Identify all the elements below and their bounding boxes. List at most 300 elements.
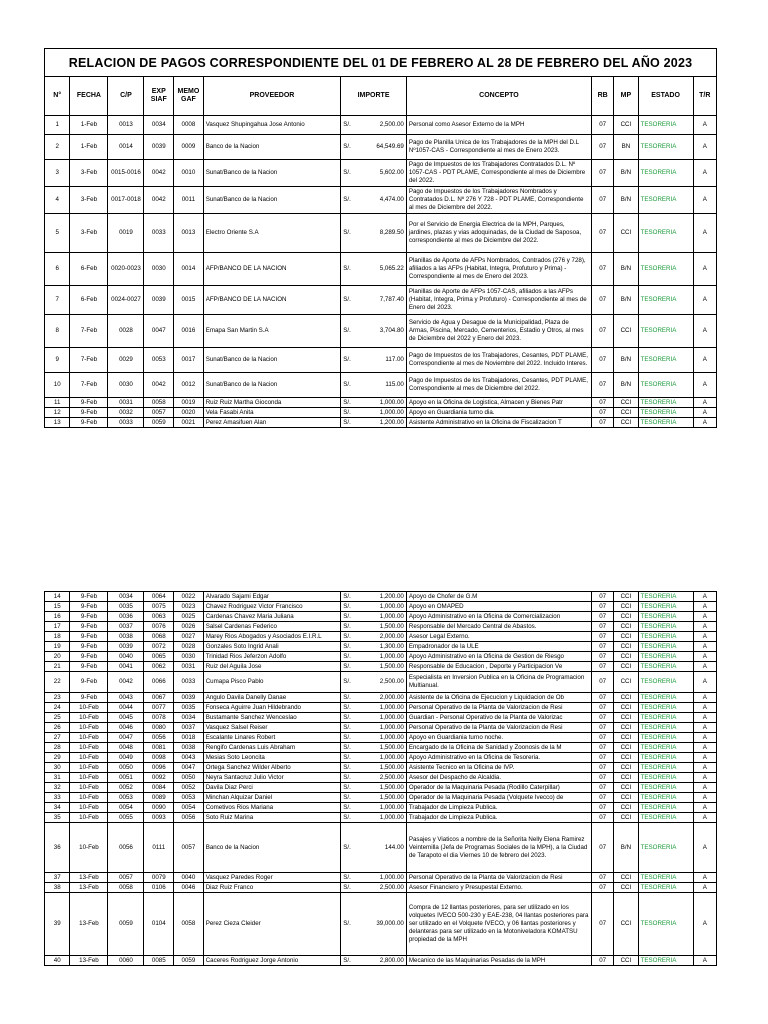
cell-estado: TESORERIA: [638, 803, 693, 813]
cell-currency: S/.: [341, 135, 362, 160]
col-header-exp-siaf: EXP SIAF: [144, 77, 174, 116]
cell-estado: TESORERIA: [638, 893, 693, 956]
cell-estado: TESORERIA: [638, 672, 693, 693]
cell-fecha: 10-Feb: [70, 803, 108, 813]
cell-memo-gaf: 0026: [174, 622, 204, 632]
cell-exp-siaf: 0063: [144, 612, 174, 622]
cell-tr: A: [693, 116, 716, 135]
cell-memo-gaf: 0014: [174, 253, 204, 286]
cell-mp: CCI: [614, 642, 638, 652]
cell-number: 37: [45, 873, 70, 883]
cell-fecha: 9-Feb: [70, 632, 108, 642]
col-header-memo-gaf: MEMO GAF: [174, 77, 204, 116]
cell-mp: B/N: [614, 187, 638, 214]
cell-fecha: 10-Feb: [70, 783, 108, 793]
cell-number: 14: [45, 592, 70, 602]
cell-importe: 1,200.00: [362, 418, 406, 428]
table-row: [45, 743, 717, 753]
col-header-cp: C/P: [108, 77, 144, 116]
table-row: [45, 823, 717, 873]
cell-currency: S/.: [341, 348, 362, 373]
cell-memo-gaf: 0021: [174, 418, 204, 428]
cell-exp-siaf: 0076: [144, 622, 174, 632]
cell-mp: CCI: [614, 315, 638, 348]
cell-fecha: 9-Feb: [70, 612, 108, 622]
table-row: [45, 883, 717, 893]
cell-estado: TESORERIA: [638, 743, 693, 753]
cell-number: 20: [45, 652, 70, 662]
cell-tr: A: [693, 803, 716, 813]
cell-mp: CCI: [614, 116, 638, 135]
cell-tr: A: [693, 733, 716, 743]
cell-mp: CCI: [614, 773, 638, 783]
cell-rb: 07: [592, 348, 614, 373]
cell-rb: 07: [592, 315, 614, 348]
cell-exp-siaf: 0033: [144, 214, 174, 253]
cell-cp: 0043: [108, 693, 144, 703]
table-row: [45, 873, 717, 883]
cell-tr: A: [693, 373, 716, 398]
cell-memo-gaf: 0025: [174, 612, 204, 622]
cell-rb: 07: [592, 253, 614, 286]
cell-fecha: 13-Feb: [70, 893, 108, 956]
cell-tr: A: [693, 286, 716, 315]
cell-proveedor: AFP/BANCO DE LA NACION: [203, 286, 341, 315]
cell-tr: A: [693, 652, 716, 662]
cell-concepto: Personal Operativo de la Planta de Valorizacion de Resi: [406, 873, 591, 883]
cell-proveedor: Rengifo Cardenas Luis Abraham: [203, 743, 341, 753]
cell-rb: 07: [592, 803, 614, 813]
cell-currency: S/.: [341, 652, 362, 662]
cell-estado: TESORERIA: [638, 160, 693, 187]
cell-currency: S/.: [341, 893, 362, 956]
cell-concepto: Apoyo en la Oficina de Logistica, Almacen y Bienes Patr: [406, 398, 591, 408]
cell-currency: S/.: [341, 763, 362, 773]
cell-estado: TESORERIA: [638, 408, 693, 418]
cell-importe: 144.00: [362, 823, 406, 873]
cell-rb: 07: [592, 187, 614, 214]
cell-currency: S/.: [341, 813, 362, 823]
cell-currency: S/.: [341, 160, 362, 187]
table-row: [45, 286, 717, 315]
cell-exp-siaf: 0053: [144, 348, 174, 373]
cell-concepto: Trabajador de Limpieza Publica.: [406, 813, 591, 823]
table-row: [45, 652, 717, 662]
cell-mp: B/N: [614, 373, 638, 398]
cell-tr: A: [693, 823, 716, 873]
cell-mp: CCI: [614, 693, 638, 703]
cell-exp-siaf: 0062: [144, 662, 174, 672]
cell-tr: A: [693, 893, 716, 956]
cell-number: 13: [45, 418, 70, 428]
cell-fecha: 10-Feb: [70, 823, 108, 873]
cell-cp: 0054: [108, 803, 144, 813]
cell-memo-gaf: 0053: [174, 793, 204, 803]
cell-fecha: 7-Feb: [70, 315, 108, 348]
cell-tr: A: [693, 418, 716, 428]
table-row: [45, 214, 717, 253]
cell-currency: S/.: [341, 418, 362, 428]
cell-exp-siaf: 0096: [144, 763, 174, 773]
cell-fecha: 3-Feb: [70, 160, 108, 187]
cell-currency: S/.: [341, 793, 362, 803]
cell-importe: 1,000.00: [362, 753, 406, 763]
cell-exp-siaf: 0047: [144, 315, 174, 348]
cell-tr: A: [693, 253, 716, 286]
cell-number: 34: [45, 803, 70, 813]
cell-cp: 0047: [108, 733, 144, 743]
cell-importe: 5,602.00: [362, 160, 406, 187]
cell-exp-siaf: 0030: [144, 253, 174, 286]
cell-currency: S/.: [341, 773, 362, 783]
cell-rb: 07: [592, 214, 614, 253]
cell-tr: A: [693, 642, 716, 652]
col-header-proveedor: PROVEEDOR: [203, 77, 341, 116]
cell-rb: 07: [592, 713, 614, 723]
table-row: [45, 398, 717, 408]
cell-fecha: 6-Feb: [70, 253, 108, 286]
cell-exp-siaf: 0075: [144, 602, 174, 612]
cell-memo-gaf: 0057: [174, 823, 204, 873]
cell-memo-gaf: 0010: [174, 160, 204, 187]
cell-importe: 1,000.00: [362, 803, 406, 813]
cell-mp: CCI: [614, 398, 638, 408]
cell-currency: S/.: [341, 883, 362, 893]
cell-memo-gaf: 0059: [174, 956, 204, 966]
cell-mp: CCI: [614, 662, 638, 672]
cell-fecha: 7-Feb: [70, 373, 108, 398]
cell-proveedor: Chavez Rodriguez Victor Francisco: [203, 602, 341, 612]
table-row: [45, 135, 717, 160]
cell-memo-gaf: 0012: [174, 373, 204, 398]
cell-tr: A: [693, 743, 716, 753]
cell-cp: 0017-0018: [108, 187, 144, 214]
cell-cp: 0038: [108, 632, 144, 642]
cell-exp-siaf: 0104: [144, 893, 174, 956]
cell-concepto: Planillas de Aporte de AFPs 1057-CAS, afiliados a las AFPs (Habitat, Integra, Prima y Profuturo) - Correspondiente al mes de Enero del 2023.: [406, 286, 591, 315]
cell-memo-gaf: 0039: [174, 693, 204, 703]
cell-exp-siaf: 0081: [144, 743, 174, 753]
cell-importe: 115.00: [362, 373, 406, 398]
cell-tr: A: [693, 753, 716, 763]
cell-concepto: Pago de Impuestos de los Trabajadores, Cesantes, PDT PLAME, Correspondiente al mes de Diciembre del 2022.: [406, 373, 591, 398]
cell-concepto: Operador de la Maquinaria Pesada (Volquete Ivecco) de: [406, 793, 591, 803]
cell-memo-gaf: 0050: [174, 773, 204, 783]
cell-cp: 0019: [108, 214, 144, 253]
cell-memo-gaf: 0015: [174, 286, 204, 315]
cell-currency: S/.: [341, 592, 362, 602]
cell-proveedor: Emapa San Martin S.A: [203, 315, 341, 348]
cell-fecha: 3-Feb: [70, 187, 108, 214]
cell-proveedor: Escalante Linares Robert: [203, 733, 341, 743]
table-row: [45, 612, 717, 622]
cell-exp-siaf: 0066: [144, 672, 174, 693]
cell-proveedor: Diaz Ruiz Franco: [203, 883, 341, 893]
cell-exp-siaf: 0106: [144, 883, 174, 893]
cell-estado: TESORERIA: [638, 622, 693, 632]
cell-currency: S/.: [341, 315, 362, 348]
cell-mp: CCI: [614, 743, 638, 753]
cell-cp: 0052: [108, 783, 144, 793]
cell-proveedor: Sunat/Banco de la Nacion: [203, 160, 341, 187]
cell-currency: S/.: [341, 713, 362, 723]
cell-concepto: Mecanico de las Maquinarias Pesadas de la MPH: [406, 956, 591, 966]
cell-fecha: 10-Feb: [70, 753, 108, 763]
cell-mp: CCI: [614, 672, 638, 693]
cell-tr: A: [693, 592, 716, 602]
cell-currency: S/.: [341, 622, 362, 632]
cell-exp-siaf: 0093: [144, 813, 174, 823]
cell-mp: CCI: [614, 632, 638, 642]
table-row: [45, 408, 717, 418]
cell-rb: 07: [592, 956, 614, 966]
cell-tr: A: [693, 602, 716, 612]
cell-mp: CCI: [614, 883, 638, 893]
table-row: [45, 773, 717, 783]
cell-fecha: 9-Feb: [70, 408, 108, 418]
cell-cp: 0030: [108, 373, 144, 398]
cell-fecha: 3-Feb: [70, 214, 108, 253]
cell-importe: 64,549.69: [362, 135, 406, 160]
cell-memo-gaf: 0058: [174, 893, 204, 956]
cell-estado: TESORERIA: [638, 135, 693, 160]
cell-estado: TESORERIA: [638, 813, 693, 823]
table-row: [45, 703, 717, 713]
cell-fecha: 9-Feb: [70, 662, 108, 672]
cell-fecha: 9-Feb: [70, 418, 108, 428]
cell-tr: A: [693, 793, 716, 803]
cell-currency: S/.: [341, 753, 362, 763]
cell-proveedor: Neyra Santacruz Julio Victor: [203, 773, 341, 783]
cell-number: 24: [45, 703, 70, 713]
cell-currency: S/.: [341, 743, 362, 753]
cell-exp-siaf: 0042: [144, 160, 174, 187]
cell-tr: A: [693, 348, 716, 373]
cell-number: 12: [45, 408, 70, 418]
cell-proveedor: Vela Fasabi Anita: [203, 408, 341, 418]
cell-proveedor: Fonseca Aguirre Juan Hildebrando: [203, 703, 341, 713]
cell-exp-siaf: 0059: [144, 418, 174, 428]
cell-fecha: 9-Feb: [70, 672, 108, 693]
cell-cp: 0034: [108, 592, 144, 602]
cell-estado: TESORERIA: [638, 783, 693, 793]
cell-number: 15: [45, 602, 70, 612]
cell-concepto: Apoyo Administrativo en la Oficina de Tesoreria.: [406, 753, 591, 763]
cell-fecha: 13-Feb: [70, 873, 108, 883]
cell-concepto: Pago de Impuestos de los Trabajadores, Cesantes, PDT PLAME, Correspondiente al mes de Noviembre del 2022. Incluido Interes.: [406, 348, 591, 373]
cell-number: 29: [45, 753, 70, 763]
cell-number: 35: [45, 813, 70, 823]
cell-number: 18: [45, 632, 70, 642]
cell-memo-gaf: 0019: [174, 398, 204, 408]
cell-mp: CCI: [614, 602, 638, 612]
cell-cp: 0058: [108, 883, 144, 893]
cell-mp: CCI: [614, 214, 638, 253]
cell-currency: S/.: [341, 253, 362, 286]
cell-tr: A: [693, 813, 716, 823]
cell-fecha: 10-Feb: [70, 743, 108, 753]
cell-fecha: 9-Feb: [70, 592, 108, 602]
cell-rb: 07: [592, 773, 614, 783]
table-row: [45, 662, 717, 672]
cell-exp-siaf: 0034: [144, 116, 174, 135]
cell-exp-siaf: 0039: [144, 135, 174, 160]
cell-importe: 1,000.00: [362, 813, 406, 823]
cell-currency: S/.: [341, 408, 362, 418]
cell-mp: CCI: [614, 753, 638, 763]
cell-tr: A: [693, 187, 716, 214]
col-header-importe: IMPORTE: [341, 77, 407, 116]
cell-rb: 07: [592, 116, 614, 135]
cell-importe: 5,065.22: [362, 253, 406, 286]
cell-mp: B/N: [614, 823, 638, 873]
cell-exp-siaf: 0080: [144, 723, 174, 733]
cell-rb: 07: [592, 723, 614, 733]
cell-cp: 0039: [108, 642, 144, 652]
cell-tr: A: [693, 873, 716, 883]
cell-cp: 0057: [108, 873, 144, 883]
cell-proveedor: Cometivos Rios Mariana: [203, 803, 341, 813]
cell-rb: 07: [592, 642, 614, 652]
cell-cp: 0045: [108, 713, 144, 723]
cell-tr: A: [693, 214, 716, 253]
report-title: RELACION DE PAGOS CORRESPONDIENTE DEL 01 DE FEBRERO AL 28 DE FEBRERO DEL AÑO 2023: [45, 49, 717, 77]
cell-concepto: Apoyo Administrativo en la Oficina de Gestion de Riesgo: [406, 652, 591, 662]
cell-cp: 0042: [108, 672, 144, 693]
cell-memo-gaf: 0030: [174, 652, 204, 662]
cell-rb: 07: [592, 883, 614, 893]
table-row: [45, 693, 717, 703]
cell-currency: S/.: [341, 723, 362, 733]
cell-number: 25: [45, 713, 70, 723]
cell-importe: 4,474.00: [362, 187, 406, 214]
cell-number: 31: [45, 773, 70, 783]
cell-memo-gaf: 0034: [174, 713, 204, 723]
cell-proveedor: Soto Ruiz Marina: [203, 813, 341, 823]
cell-concepto: Encargado de la Oficina de Sanidad y Zoonosis de la M: [406, 743, 591, 753]
cell-mp: CCI: [614, 418, 638, 428]
cell-rb: 07: [592, 693, 614, 703]
cell-memo-gaf: 0052: [174, 783, 204, 793]
col-header-concepto: CONCEPTO: [406, 77, 591, 116]
cell-proveedor: Salsel Cardenas Federico: [203, 622, 341, 632]
cell-concepto: Asesor del Despacho de Alcaldia.: [406, 773, 591, 783]
cell-memo-gaf: 0023: [174, 602, 204, 612]
cell-fecha: 10-Feb: [70, 723, 108, 733]
cell-tr: A: [693, 956, 716, 966]
cell-importe: 2,500.00: [362, 773, 406, 783]
cell-rb: 07: [592, 823, 614, 873]
cell-rb: 07: [592, 793, 614, 803]
cell-rb: 07: [592, 286, 614, 315]
cell-estado: TESORERIA: [638, 632, 693, 642]
cell-exp-siaf: 0067: [144, 693, 174, 703]
cell-rb: 07: [592, 662, 614, 672]
cell-proveedor: Davila Diaz Perci: [203, 783, 341, 793]
cell-mp: CCI: [614, 733, 638, 743]
cell-exp-siaf: 0098: [144, 753, 174, 763]
cell-tr: A: [693, 622, 716, 632]
cell-fecha: 6-Feb: [70, 286, 108, 315]
cell-exp-siaf: 0058: [144, 398, 174, 408]
cell-estado: TESORERIA: [638, 286, 693, 315]
cell-rb: 07: [592, 160, 614, 187]
table-row: [45, 713, 717, 723]
cell-concepto: Asistente de la Oficina de Ejecucion y Liquidacion de Ob: [406, 693, 591, 703]
table-row: [45, 642, 717, 652]
cell-proveedor: Caceres Rodriguez Jorge Antonio: [203, 956, 341, 966]
table-row: [45, 373, 717, 398]
cell-memo-gaf: 0043: [174, 753, 204, 763]
cell-proveedor: AFP/BANCO DE LA NACION: [203, 253, 341, 286]
cell-mp: CCI: [614, 703, 638, 713]
cell-exp-siaf: 0092: [144, 773, 174, 783]
cell-cp: 0046: [108, 723, 144, 733]
cell-rb: 07: [592, 373, 614, 398]
cell-tr: A: [693, 883, 716, 893]
cell-estado: TESORERIA: [638, 398, 693, 408]
cell-rb: 07: [592, 622, 614, 632]
cell-importe: 1,000.00: [362, 602, 406, 612]
cell-rb: 07: [592, 632, 614, 642]
table-row: [45, 348, 717, 373]
cell-number: 39: [45, 893, 70, 956]
table-row: [45, 893, 717, 956]
cell-importe: 1,000.00: [362, 733, 406, 743]
cell-concepto: Apoyo en Guardiania turno noche.: [406, 733, 591, 743]
cell-proveedor: Vasquez Paredes Roger: [203, 873, 341, 883]
cell-importe: 2,000.00: [362, 632, 406, 642]
cell-fecha: 7-Feb: [70, 348, 108, 373]
cell-importe: 117.00: [362, 348, 406, 373]
cell-proveedor: Bustamante Sanchez Wenceslao: [203, 713, 341, 723]
cell-exp-siaf: 0072: [144, 642, 174, 652]
cell-exp-siaf: 0085: [144, 956, 174, 966]
cell-cp: 0060: [108, 956, 144, 966]
cell-memo-gaf: 0008: [174, 116, 204, 135]
cell-importe: 1,000.00: [362, 652, 406, 662]
cell-concepto: Apoyo en Guardiania turno dia.: [406, 408, 591, 418]
cell-rb: 07: [592, 602, 614, 612]
cell-number: 4: [45, 187, 70, 214]
cell-cp: 0041: [108, 662, 144, 672]
cell-mp: B/N: [614, 286, 638, 315]
cell-estado: TESORERIA: [638, 253, 693, 286]
table-row: [45, 315, 717, 348]
cell-fecha: 9-Feb: [70, 602, 108, 612]
cell-estado: TESORERIA: [638, 713, 693, 723]
cell-cp: 0056: [108, 823, 144, 873]
cell-rb: 07: [592, 813, 614, 823]
cell-rb: 07: [592, 672, 614, 693]
payments-table-page-2: [44, 591, 717, 966]
cell-memo-gaf: 0033: [174, 672, 204, 693]
cell-estado: TESORERIA: [638, 612, 693, 622]
cell-estado: TESORERIA: [638, 652, 693, 662]
cell-mp: CCI: [614, 803, 638, 813]
cell-number: 26: [45, 723, 70, 733]
cell-estado: TESORERIA: [638, 753, 693, 763]
cell-cp: 0033: [108, 418, 144, 428]
cell-importe: 1,300.00: [362, 642, 406, 652]
cell-currency: S/.: [341, 873, 362, 883]
cell-number: 22: [45, 672, 70, 693]
cell-importe: 1,500.00: [362, 662, 406, 672]
cell-number: 36: [45, 823, 70, 873]
cell-currency: S/.: [341, 703, 362, 713]
cell-currency: S/.: [341, 803, 362, 813]
cell-memo-gaf: 0046: [174, 883, 204, 893]
